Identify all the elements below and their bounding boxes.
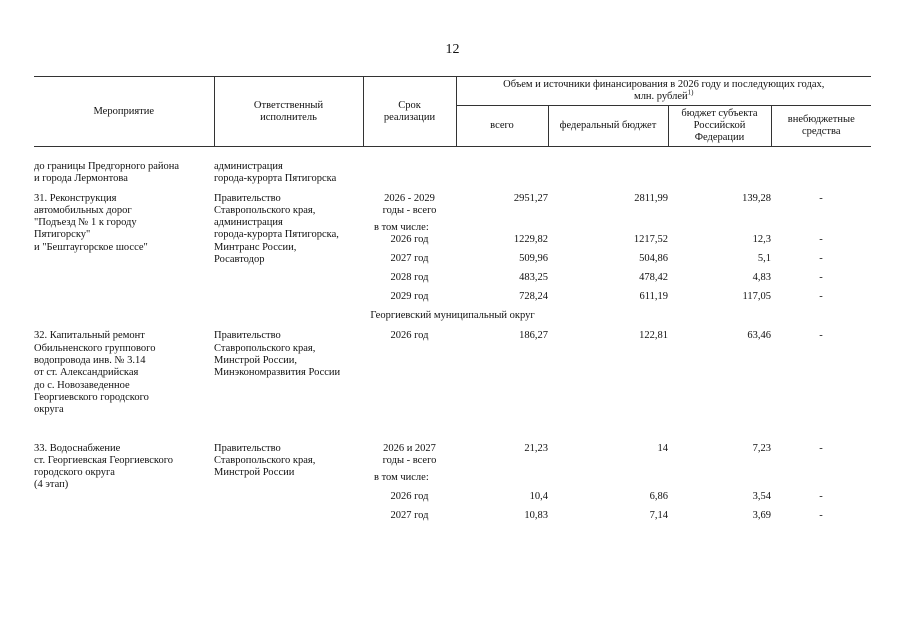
- item32-responsible: Правительство Ставропольского края, Минстрой России, Минэкономразвития России: [214, 330, 341, 379]
- table-body: [34, 147, 871, 530]
- item33-federal: 6,86: [649, 491, 668, 503]
- item33-total-extra: -: [819, 442, 823, 454]
- item31-period: 2026 год: [390, 234, 429, 246]
- item31-total-federal: 2811,99: [634, 192, 668, 204]
- item33-federal: 7,14: [649, 510, 668, 522]
- item31-period: 2029 год: [390, 291, 429, 303]
- continuation-responsible: администрация города-курорта Пятигорска: [214, 161, 337, 185]
- financing-table: [34, 76, 871, 529]
- item33-responsible: Правительство Ставропольского края, Минстрой России: [214, 442, 316, 479]
- item31-regional: 12,3: [752, 234, 771, 246]
- page-number: 12: [445, 42, 460, 57]
- item32-federal: 122,81: [639, 330, 668, 342]
- header-extra: внебюджетные средства: [771, 106, 871, 147]
- table-header: [34, 77, 871, 147]
- item31-total-extra: -: [819, 192, 823, 204]
- header-responsible: Ответственный исполнитель: [214, 77, 363, 147]
- item32-event: 32. Капитальный ремонт Обильненского группового водопровода инв. № 3.14 от ст. Александрийская до с. Новозаведенное Георгиевского городского округа: [34, 330, 156, 416]
- item31-regional: 117,05: [742, 291, 771, 303]
- item31-total-sum: 2951,27: [513, 192, 548, 204]
- header-regional: бюджет субъекта Российской Федерации: [668, 106, 771, 147]
- item33-sum: 10,4: [529, 491, 548, 503]
- item31-responsible: Правительство Ставропольского края, администрация города-курорта Пятигорска, Минтранс России, Росавтодор: [214, 192, 339, 266]
- header-financing-text: Объем и источники финансирования в 2026 году и последующих годах, млн. рублей: [503, 79, 825, 102]
- item31-federal: 504,86: [639, 253, 668, 265]
- item31-sum: 1229,82: [513, 234, 548, 246]
- item32-extra: -: [819, 330, 823, 342]
- item31-sum: 483,25: [519, 272, 548, 284]
- item32-sum: 186,27: [519, 330, 548, 342]
- item31-period: 2028 год: [390, 272, 429, 284]
- item31-event: 31. Реконструкция автомобильных дорог "Подъезд № 1 к городу Пятигорску" и "Бештаугорское шоссе": [34, 192, 148, 253]
- table-row: [34, 310, 871, 330]
- table-row: [34, 193, 871, 218]
- section-title: Георгиевский муниципальный округ: [370, 310, 535, 322]
- header-total: всего: [456, 106, 548, 147]
- footnote-mark: 1): [687, 88, 694, 97]
- item31-federal: 611,19: [639, 291, 668, 303]
- item32-regional: 63,46: [747, 330, 771, 342]
- header-period: Срок реализации: [363, 77, 456, 147]
- item33-extra: -: [819, 510, 823, 522]
- item31-regional: 4,83: [752, 272, 771, 284]
- table-row: [34, 161, 871, 186]
- continuation-event: до границы Предгорного района и города Лермонтова: [34, 161, 180, 185]
- header-federal: федеральный бюджет: [548, 106, 668, 147]
- item33-total-period: 2026 и 2027 годы - всего: [382, 442, 437, 466]
- header-event: Мероприятие: [34, 77, 214, 147]
- item31-extra: -: [819, 272, 823, 284]
- item31-extra: -: [819, 253, 823, 265]
- header-financing-group: [456, 77, 871, 106]
- item31-extra: -: [819, 234, 823, 246]
- item33-total-regional: 7,23: [752, 442, 771, 454]
- item31-extra: -: [819, 291, 823, 303]
- item33-total-sum: 21,23: [524, 442, 548, 454]
- item31-regional: 5,1: [757, 253, 771, 265]
- table-row: [34, 330, 871, 416]
- item31-sum: 728,24: [519, 291, 548, 303]
- item31-period: 2027 год: [390, 253, 429, 265]
- item31-including: в том числе:: [374, 222, 429, 234]
- item33-extra: -: [819, 491, 823, 503]
- item31-total-regional: 139,28: [742, 192, 771, 204]
- item31-federal: 478,42: [639, 272, 668, 284]
- item31-sum: 509,96: [519, 253, 548, 265]
- item33-including: в том числе:: [374, 472, 429, 484]
- item33-period: 2026 год: [390, 491, 429, 503]
- table-row: [34, 443, 871, 468]
- item33-regional: 3,54: [752, 491, 771, 503]
- item33-event: 33. Водоснабжение ст. Георгиевская Георгиевского городского округа (4 этап): [34, 442, 174, 491]
- item33-sum: 10,83: [524, 510, 548, 522]
- item31-total-period: 2026 - 2029 годы - всего: [382, 192, 437, 216]
- item31-federal: 1217,52: [633, 234, 668, 246]
- item33-period: 2027 год: [390, 510, 429, 522]
- item33-total-federal: 14: [657, 442, 668, 454]
- item32-period: 2026 год: [390, 330, 429, 342]
- item33-regional: 3,69: [752, 510, 771, 522]
